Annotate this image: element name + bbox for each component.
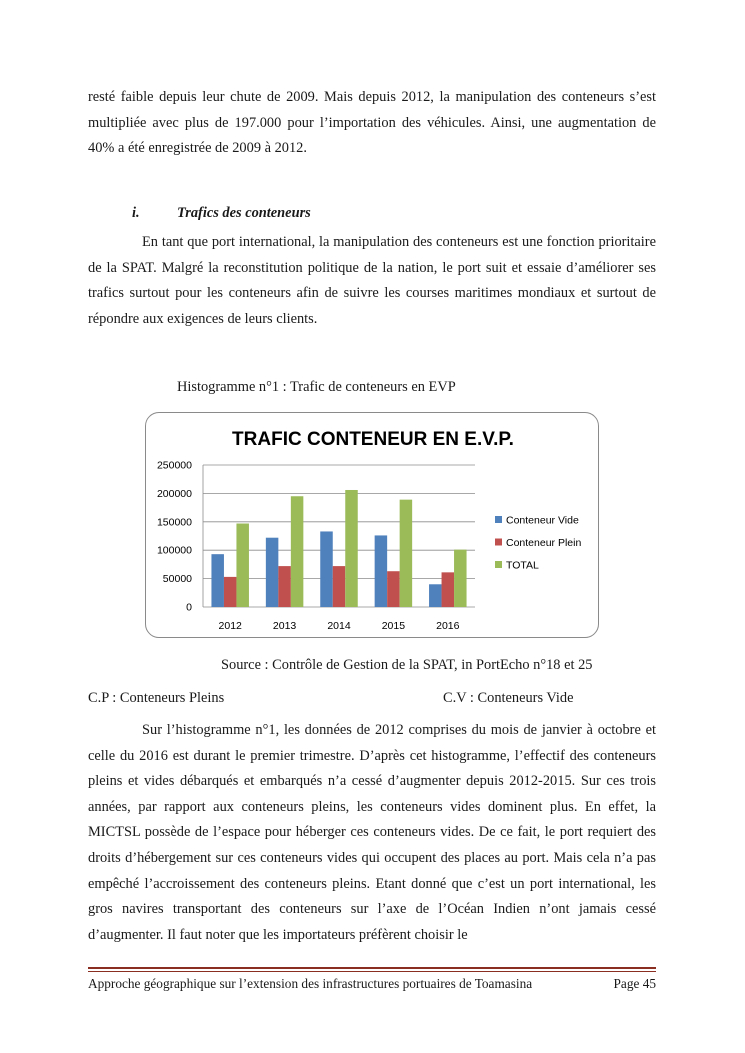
bar-conteneur-plein-2012 <box>224 577 237 607</box>
y-tick-label: 100000 <box>156 544 192 557</box>
figure-caption: Histogramme n°1 : Trafic de conteneurs en EVP <box>177 379 456 395</box>
bar-total-2012 <box>236 524 249 607</box>
y-tick-label: 150000 <box>156 516 192 529</box>
bar-conteneur-plein-2016 <box>442 572 455 607</box>
figure-source: Source : Contrôle de Gestion de la SPAT, in PortEcho n°18 et 25 <box>221 657 593 673</box>
legend-swatch <box>495 516 502 523</box>
legend-label: Conteneur Vide <box>506 514 579 527</box>
x-tick-label: 2013 <box>272 620 297 632</box>
bar-conteneur-plein-2014 <box>333 566 346 607</box>
footer-divider <box>88 967 656 969</box>
bar-conteneur-vide-2013 <box>266 538 279 607</box>
footer-divider-thin <box>88 971 656 972</box>
intro-paragraph: resté faible depuis leur chute de 2009. Mais depuis 2012, la manipulation des conteneurs s’est multipliée avec plus de 197.000 pour l’importation des véhicules. Ainsi, une augmentation de 40% a été enregistrée de 2009 à 2012. <box>88 89 656 157</box>
legend-label: TOTAL <box>506 559 539 572</box>
x-tick-label: 2014 <box>327 620 351 632</box>
footer-title: Approche géographique sur l’extension des infrastructures portuaires de Toamasina <box>88 976 533 991</box>
x-tick-label: 2015 <box>381 620 406 632</box>
section-paragraph: En tant que port international, la manipulation des conteneurs est une fonction prioritaire de la SPAT. Malgré la reconstitution politique de la nation, le port suit et essaie d’améliorer ses trafics surtout pour les conteneurs afin de suivre les courses maritimes mondiaux et surtout de répondre aux exigences de leurs clients. <box>88 234 656 327</box>
section-heading <box>132 205 311 222</box>
bar-conteneur-plein-2013 <box>278 566 291 607</box>
y-tick-label: 50000 <box>162 573 192 586</box>
legend-swatch <box>495 539 502 546</box>
abbreviation-cp: C.P : Conteneurs Pleins <box>88 690 225 706</box>
y-tick-label: 0 <box>186 601 192 614</box>
x-tick-label: 2016 <box>436 620 460 632</box>
y-tick-label: 200000 <box>156 487 192 500</box>
bar-total-2016 <box>454 550 467 607</box>
analysis-paragraph: Sur l’histogramme n°1, les données de 2012 comprises du mois de janvier à octobre et celle du 2016 est durant le premier trimestre. D’après cet histogramme, l’effectif des conteneurs pleins et vides débarqués et embarqués n’a cessé d’augmenter depuis 2012-2015. Sur ces trois années, par rapport aux conteneurs pleins, les conteneurs vides dominent plus. En effet, la MICTSL possède de l’espace pour héberger ces conteneurs vides. De ce fait, le port requiert des droits d’hébergement sur ces conteneurs vides qui occupent des places au port. Mais cela n’a pas empêché l’accroissement des conteneurs pleins. Etant donné que c’est un port international, les gros navires transportant des conteneurs sur l’axe de l’Océan Indien n’ont jamais cessé d’augmenter. Il faut noter que les importateurs préfèrent choisir le <box>88 722 656 943</box>
x-tick-label: 2012 <box>218 620 242 632</box>
bar-total-2013 <box>291 496 304 607</box>
page-number: Page 45 <box>613 976 656 991</box>
section-title: Trafics des conteneurs <box>177 205 311 221</box>
bar-conteneur-vide-2015 <box>375 535 388 607</box>
bar-conteneur-vide-2012 <box>211 554 224 607</box>
abbreviation-cv: C.V : Conteneurs Vide <box>443 690 574 706</box>
bar-conteneur-vide-2016 <box>429 584 442 607</box>
chart-container <box>145 412 599 638</box>
bar-total-2014 <box>345 490 358 607</box>
legend-label: Conteneur Plein <box>506 537 582 549</box>
bar-total-2015 <box>400 500 413 607</box>
bar-conteneur-vide-2014 <box>320 531 333 607</box>
section-number: i. <box>132 205 140 221</box>
legend-swatch <box>495 561 502 568</box>
y-tick-label: 250000 <box>156 459 192 472</box>
chart-title: TRAFIC CONTENEUR EN E.V.P. <box>232 429 514 450</box>
bar-conteneur-plein-2015 <box>387 571 400 607</box>
bar-chart <box>146 413 600 639</box>
